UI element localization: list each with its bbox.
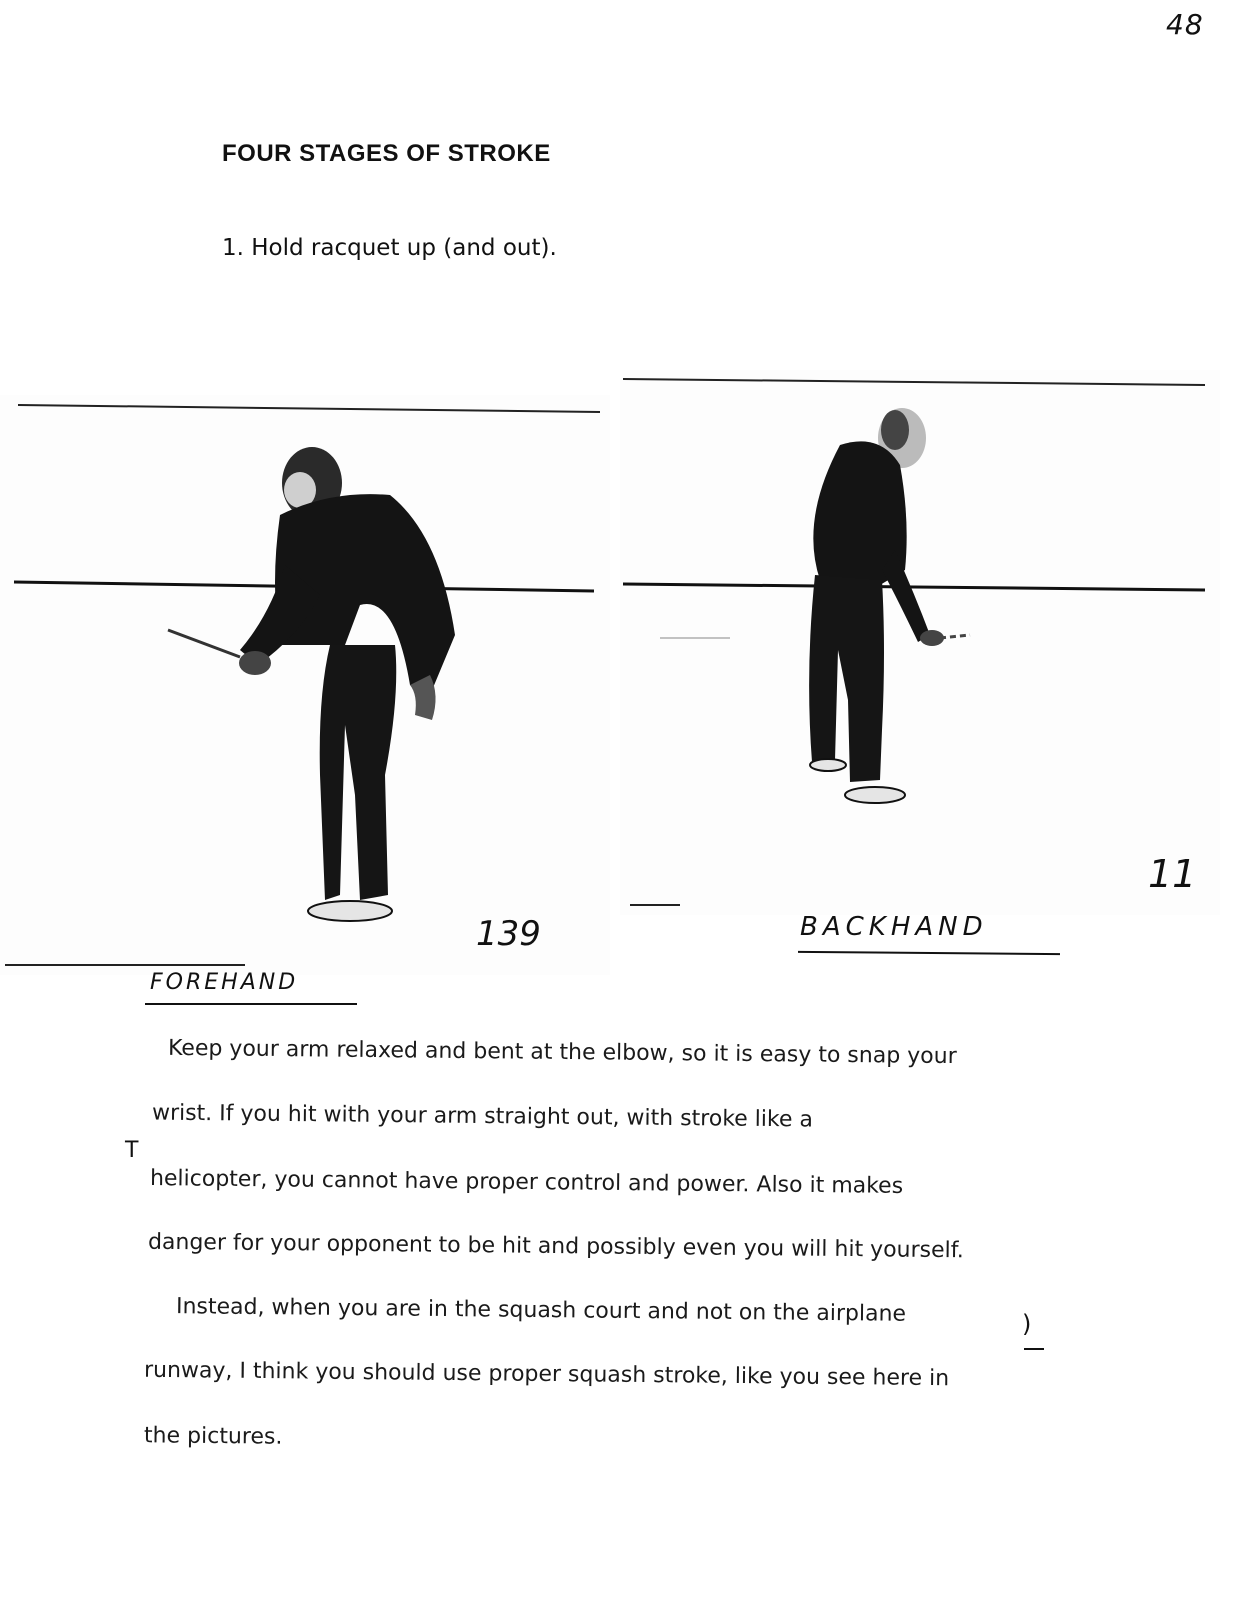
margin-dash-right bbox=[1024, 1348, 1044, 1350]
forehand-underline bbox=[145, 1003, 357, 1005]
page-title: FOUR STAGES OF STROKE bbox=[222, 140, 551, 167]
paragraph-line-1: Keep your arm relaxed and bent at the elbow, so it is easy to snap your bbox=[167, 1035, 957, 1070]
backhand-photo bbox=[620, 370, 1220, 915]
step-1-text: 1. Hold racquet up (and out). bbox=[222, 235, 557, 261]
backhand-label: BACKHAND bbox=[800, 912, 988, 942]
backhand-underline bbox=[798, 951, 1060, 955]
margin-mark-right: ) bbox=[1022, 1310, 1032, 1338]
paragraph-line-3: helicopter, you cannot have proper control and power. Also it makes bbox=[149, 1166, 904, 1199]
paragraph-line-4: danger for your opponent to be hit and possibly even you will hit yourself. bbox=[147, 1229, 964, 1264]
margin-mark-left: T bbox=[125, 1138, 139, 1163]
paragraph-line-2: wrist. If you hit with your arm straight out, with stroke like a bbox=[151, 1100, 814, 1133]
forehand-photo bbox=[0, 395, 610, 975]
annotation-11: 11 bbox=[1148, 852, 1197, 896]
annotation-139: 139 bbox=[476, 914, 541, 954]
paragraph-line-7: the pictures. bbox=[143, 1423, 283, 1450]
page-number: 48 bbox=[1166, 8, 1204, 41]
paragraph-line-5: Instead, when you are in the squash court and not on the airplane bbox=[175, 1294, 907, 1327]
paragraph-line-6: runway, I think you should use proper squash stroke, like you see here in bbox=[143, 1357, 950, 1392]
forehand-label: FOREHAND bbox=[150, 970, 299, 995]
